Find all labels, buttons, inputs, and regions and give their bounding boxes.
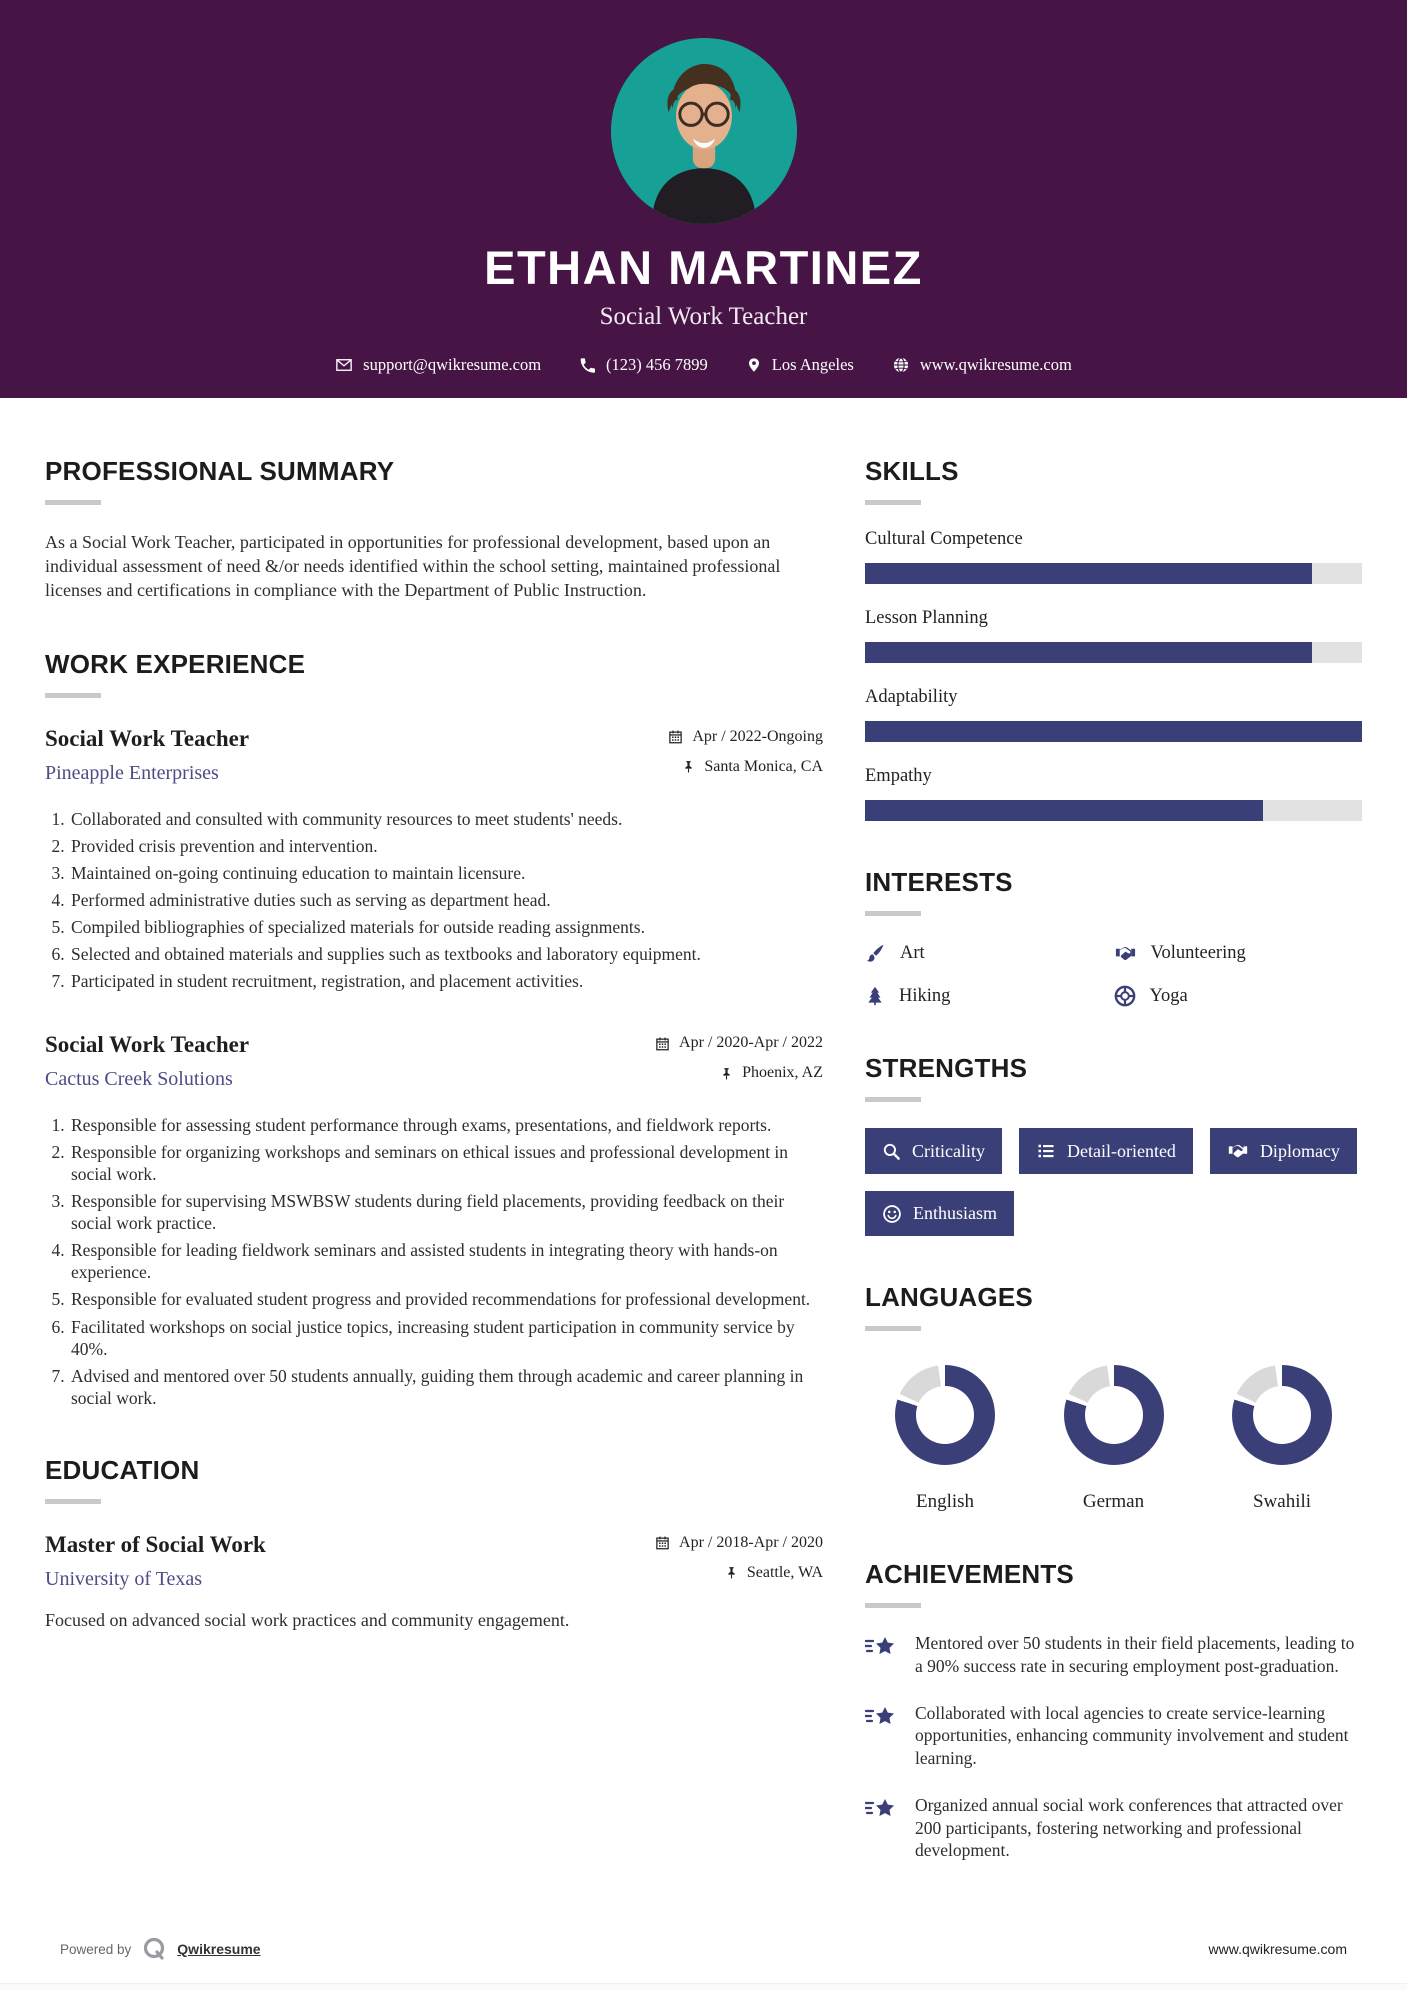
job-bullet: 4. Responsible for leading fieldwork seminars and assisted students in integrating theory with hands-on experience. (69, 1239, 823, 1283)
job-title: Social Work Teacher (45, 1032, 250, 1058)
calendar-icon (668, 729, 683, 744)
achievements-heading: ACHIEVEMENTS (865, 1559, 1074, 1589)
calendar-icon (655, 1535, 670, 1550)
achievement-item: Collaborated with local agencies to create service-learning opportunities, enhancing community involvement and student learning. (865, 1702, 1362, 1770)
phone-icon (579, 357, 596, 374)
strength-chip-diplomacy: Diplomacy (1210, 1128, 1357, 1174)
job-entry-1 (45, 726, 823, 992)
interest-hiking: Hiking (865, 985, 1114, 1007)
education-description: Focused on advanced social work practices and community engagement. (45, 1609, 570, 1630)
strength-chip-detail-oriented: Detail-oriented (1019, 1128, 1193, 1174)
interests-grid (865, 942, 1362, 1007)
contact-row (0, 355, 1407, 375)
section-education (45, 1455, 823, 1631)
job-entry-2 (45, 1032, 823, 1409)
tree-icon (865, 985, 885, 1007)
paintbrush-icon (865, 943, 886, 964)
job-bullet: 7. Participated in student recruitment, registration, and placement activities. (69, 970, 823, 992)
footer-website: www.qwikresume.com (1208, 1941, 1347, 1957)
location-pin-icon (746, 356, 762, 374)
skill-bar-fill (865, 721, 1362, 742)
globe-icon (892, 356, 910, 374)
skill-label: Cultural Competence (865, 529, 1023, 549)
skill-bar-track (865, 800, 1362, 821)
strengths-heading: STRENGTHS (865, 1053, 1028, 1083)
achievement-item: Organized annual social work conferences that attracted over 200 participants, fostering networking and professional development. (865, 1794, 1362, 1862)
skill-bar-fill (865, 800, 1263, 821)
job-bullet: 2. Responsible for organizing workshops and seminars on ethical issues and professional development in social work. (69, 1141, 823, 1185)
section-strengths (865, 1053, 1362, 1236)
handshake-icon (1227, 1140, 1249, 1162)
job-header (45, 1032, 823, 1094)
heading-rule (45, 500, 101, 505)
strength-chip-criticality: Criticality (865, 1128, 1002, 1174)
pushpin-icon (720, 1066, 733, 1081)
language-german: German (1048, 1365, 1180, 1513)
degree-title: Master of Social Work (45, 1531, 266, 1557)
skill-label: Lesson Planning (865, 608, 988, 628)
interest-volunteering: Volunteering (1114, 942, 1363, 965)
education-entry (45, 1532, 823, 1631)
section-achievements (865, 1559, 1362, 1862)
section-work-experience (45, 649, 823, 1409)
heading-rule (45, 1499, 101, 1504)
interest-yoga: Yoga (1114, 985, 1363, 1007)
content (0, 398, 1407, 1908)
job-bullet: 7. Advised and mentored over 50 students annually, guiding them through academic and career planning in social work. (69, 1365, 823, 1409)
language-english: English (879, 1365, 1011, 1513)
achievement-item: Mentored over 50 students in their field placements, leading to a 90% success rate in securing employment post-graduation. (865, 1632, 1362, 1678)
job-bullet: 6. Selected and obtained materials and supplies such as textbooks and laboratory equipment. (69, 943, 823, 965)
job-company-link[interactable]: Pineapple Enterprises (45, 761, 219, 784)
shooting-star-icon (865, 1796, 899, 1826)
list-icon (1036, 1141, 1056, 1161)
language-donut-chart (1064, 1365, 1164, 1465)
qwikresume-logo (141, 1936, 167, 1962)
calendar-icon (655, 1036, 670, 1051)
school-link[interactable]: University of Texas (45, 1567, 203, 1590)
skill-label: Empathy (865, 766, 932, 786)
person-name: ETHAN MARTINEZ (484, 241, 923, 294)
summary-text: As a Social Work Teacher, participated in opportunities for professional development, based upon an individual assessment of need &/or needs identified within the school setting, maintained professional licenses and certifications in compliance with the Department of Public Instruction. (45, 532, 781, 600)
skill-row (865, 766, 1362, 821)
heading-rule (865, 1603, 921, 1608)
job-bullet: 6. Facilitated workshops on social justice topics, increasing student participation in community service by 40%. (69, 1316, 823, 1360)
person-title: Social Work Teacher (599, 303, 808, 330)
job-bullet: 3. Maintained on-going continuing education to maintain licensure. (69, 862, 823, 884)
job-company-link[interactable]: Cactus Creek Solutions (45, 1068, 233, 1091)
section-languages (865, 1282, 1362, 1513)
magnifier-icon (882, 1142, 901, 1161)
strengths-list (865, 1128, 1362, 1236)
heading-rule (45, 693, 101, 698)
contact-phone: (123) 456 7899 (579, 355, 708, 375)
heading-rule (865, 500, 921, 505)
footer (60, 1936, 1347, 1962)
languages-heading: LANGUAGES (865, 1282, 1033, 1312)
smiley-icon (882, 1204, 902, 1224)
job-location: Santa Monica, CA (668, 758, 823, 776)
section-skills (865, 456, 1362, 821)
job-bullet: 2. Provided crisis prevention and intervention. (69, 835, 823, 857)
skill-row (865, 529, 1362, 584)
header (0, 0, 1407, 398)
interest-art: Art (865, 942, 1114, 965)
heading-rule (865, 1097, 921, 1102)
summary-heading: PROFESSIONAL SUMMARY (45, 456, 395, 486)
language-donut-chart (895, 1365, 995, 1465)
job-dates: Apr / 2022-Ongoing (668, 728, 823, 746)
job-title: Social Work Teacher (45, 725, 250, 751)
skill-bar-track (865, 721, 1362, 742)
interests-heading: INTERESTS (865, 867, 1013, 897)
skill-row (865, 687, 1362, 742)
page-bottom-edge (0, 1983, 1407, 1990)
heading-rule (865, 911, 921, 916)
education-location: Seattle, WA (655, 1564, 823, 1582)
job-location: Phoenix, AZ (655, 1064, 823, 1082)
job-header (45, 726, 823, 788)
education-header (45, 1532, 823, 1594)
skills-heading: SKILLS (865, 456, 959, 486)
language-donut-chart (1232, 1365, 1332, 1465)
job-bullet: 1. Responsible for assessing student performance through exams, presentations, and fieldwork reports. (69, 1114, 823, 1136)
education-dates: Apr / 2018-Apr / 2020 (655, 1534, 823, 1552)
handshake-icon (1114, 942, 1137, 965)
skill-bar-fill (865, 642, 1312, 663)
pushpin-icon (682, 759, 695, 774)
strength-chip-enthusiasm: Enthusiasm (865, 1191, 1014, 1236)
job-bullet: 5. Compiled bibliographies of specialized materials for outside reading assignments. (69, 916, 823, 938)
skill-row (865, 608, 1362, 663)
languages-list (865, 1365, 1362, 1513)
qwikresume-link[interactable]: Qwikresume (177, 1941, 261, 1957)
work-heading: WORK EXPERIENCE (45, 648, 306, 679)
job-bullet-list (45, 808, 823, 992)
avatar-illustration (611, 38, 797, 224)
job-bullet-list (45, 1114, 823, 1409)
job-bullet: 3. Responsible for supervising MSWBSW students during field placements, providing feedback on their social work practice. (69, 1190, 823, 1234)
powered-by: Powered by Qwikresume (60, 1936, 261, 1962)
shooting-star-icon (865, 1634, 899, 1664)
contact-location: Los Angeles (746, 355, 854, 375)
lifering-icon (1114, 985, 1136, 1007)
heading-rule (865, 1326, 921, 1331)
right-column (865, 456, 1362, 1908)
job-bullet: 5. Responsible for evaluated student progress and provided recommendations for professional development. (69, 1288, 823, 1310)
contact-website: www.qwikresume.com (892, 355, 1072, 375)
skill-bar-track (865, 642, 1362, 663)
contact-email: support@qwikresume.com (335, 355, 541, 375)
envelope-icon (335, 356, 353, 374)
pushpin-icon (725, 1565, 738, 1580)
education-heading: EDUCATION (45, 1454, 200, 1485)
language-swahili: Swahili (1216, 1365, 1348, 1513)
profile-photo (611, 38, 797, 224)
skill-bar-fill (865, 563, 1312, 584)
section-interests (865, 867, 1362, 1007)
job-dates: Apr / 2020-Apr / 2022 (655, 1034, 823, 1052)
left-column (45, 456, 823, 1908)
job-bullet: 1. Collaborated and consulted with community resources to meet students' needs. (69, 808, 823, 830)
job-bullet: 4. Performed administrative duties such as serving as department head. (69, 889, 823, 911)
section-summary (45, 456, 823, 603)
skill-bar-track (865, 563, 1362, 584)
skill-label: Adaptability (865, 687, 958, 707)
shooting-star-icon (865, 1704, 899, 1734)
